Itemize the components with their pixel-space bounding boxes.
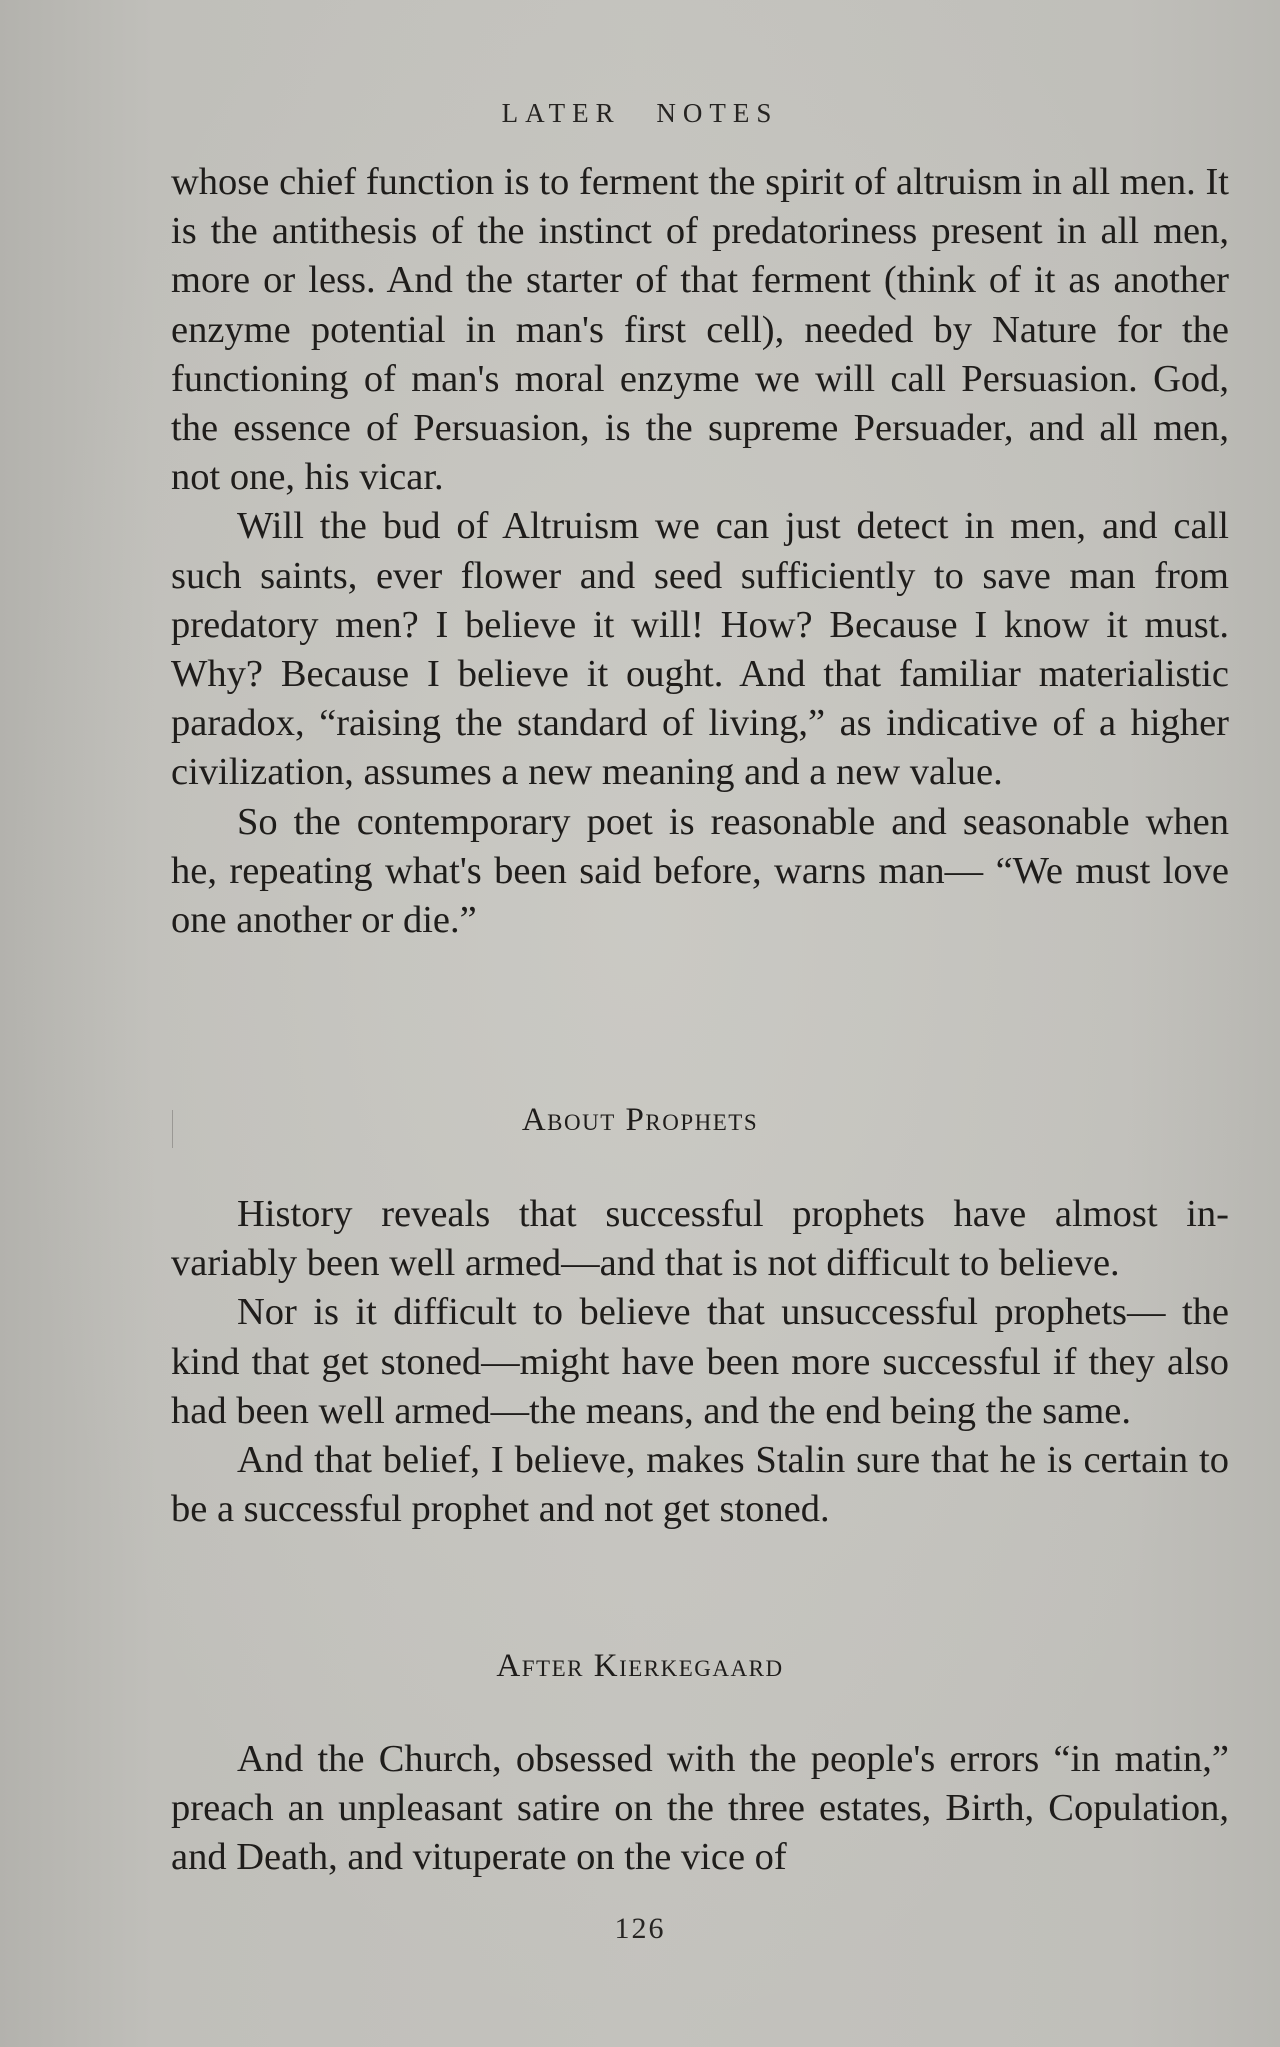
paragraph-poet: So the contemporary poet is reasonable and seasonable when he, repeating what's been said before, warns man— “We must love one another or die.”: [171, 800, 1229, 942]
paragraph-history: History reveals that successful prophets have almost in- variably been well armed—and that is not difficult to believe.: [171, 1193, 1229, 1285]
paragraph-unsuccessful-prophets: Nor is it difficult to believe that unsuccessful prophets— the kind that get stoned—might have been more successful if they also had been well armed—the means, and the end being the same.: [171, 1291, 1229, 1432]
page-number: 126: [614, 1912, 666, 1945]
paragraph-church: And the Church, obsessed with the people's errors “in matin,” preach an unpleasant satire on the three estates, Birth, Copulation, and Death, and vituperate on the vice of: [171, 1738, 1229, 1879]
section-heading-about-prophets: About Prophets: [521, 1102, 759, 1138]
paragraph-continuation: whose chief function is to ferment the spirit of altruism in all men. It is the antithesis of the instinct of predatoriness present in all men, more or less. And the starter of that ferment (think of it as another enzyme potential in man's first cell), needed by Nature for the functioning of man's moral enzyme we will call Persuasion. God, the essence of Persuasion, is the supreme Persuader, and all men, not one, his vicar.: [171, 161, 1229, 499]
section-heading-after-kierkegaard: After Kierkegaard: [496, 1648, 784, 1684]
after-kierkegaard-text-block: [171, 1735, 1229, 1883]
paragraph-altruism: Will the bud of Altruism we can just detect in men, and call such saints, ever flower and seed sufficiently to save man from predatory men? I believe it will! How? Because I know it must. Why? Because I believe it ought. And that familiar materialistic paradox, “raising the standard of living,” as indicative of a higher civilization, assumes a new meaning and a new value.: [171, 505, 1229, 794]
about-prophets-text-block: [171, 1190, 1229, 1534]
opening-text-block: [171, 158, 1229, 945]
paragraph-stalin: And that belief, I believe, makes Stalin sure that he is certain to be a successful prophet and not get stoned.: [171, 1439, 1229, 1531]
running-head: LATER NOTES: [501, 98, 779, 128]
